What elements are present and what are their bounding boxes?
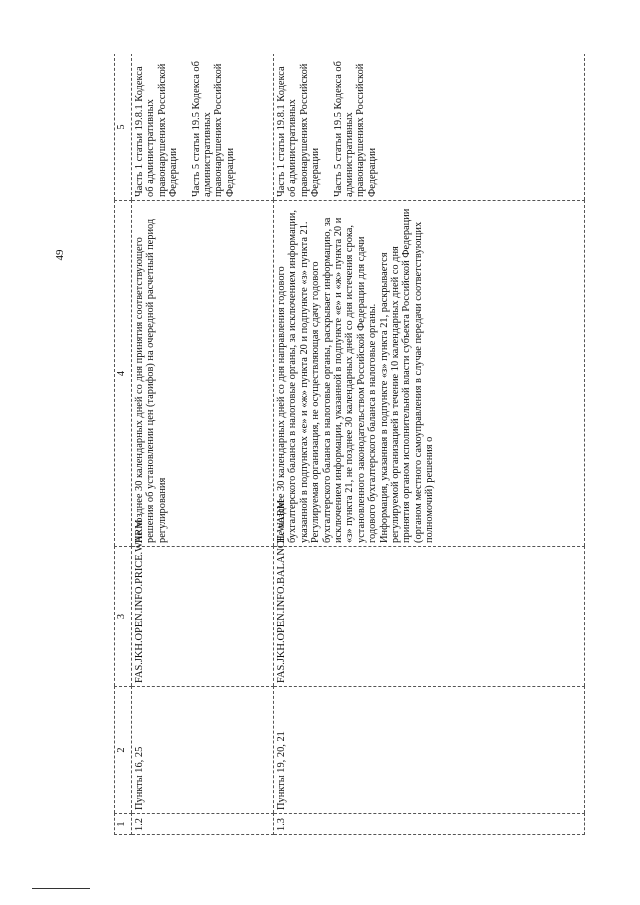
- header-col-4: 4: [115, 201, 132, 547]
- footnote-separator: [32, 888, 90, 889]
- row-deadline: [274, 201, 585, 547]
- row-number: 1.2: [132, 814, 274, 835]
- row-points: Пункты 19, 20, 21: [274, 687, 585, 814]
- header-col-1: 1: [115, 814, 132, 835]
- row-legal-basis: [274, 54, 585, 201]
- rotated-page-area: [114, 54, 585, 835]
- table-header-row: [115, 54, 132, 835]
- row-points: Пункты 16, 25: [132, 687, 274, 814]
- row-deadline: Не позднее 30 календарных дней со дня принятия соответствующего решения об установлении цен (тарифов) на очередной расчетный период регулирования: [132, 201, 274, 547]
- table-row: [274, 54, 585, 835]
- law-reference: Часть 5 статьи 19.5 Кодекса об административных правонарушениях Российской Федерации: [190, 61, 236, 197]
- row-number: 1.3: [274, 814, 585, 835]
- deadline-paragraph: Не позднее 30 календарных дней со дня направления годового бухгалтерского баланса в налоговые органы, за исключением информации, указанной в подпунктах «е» и «ж» пункта 20 и подпункте «з» пункта 21. Регулируемая организация, не осуществляющая сдачу годового бухгалтерского баланса в налоговые органы, раскрывает информацию, за исключением информации, указанной в подпункте «е» и «ж» пункта 20 и «з» пункта 21, не позднее 30 календарных дней со дня истечения срока, установленного законодательством Российской Федерации для сдачи годового бухгалтерского баланса в налоговые органы.: [276, 210, 379, 543]
- disclosure-table: [114, 54, 585, 835]
- row-code: FAS.JKH.OPEN.INFO.PRICE.WARM: [132, 547, 274, 687]
- law-reference: Часть 1 статьи 19.8.1 Кодекса об административных правонарушениях Российской Федерации: [276, 63, 322, 197]
- page-number: 49: [54, 249, 66, 261]
- law-reference: Часть 1 статьи 19.8.1 Кодекса об административных правонарушениях Российской Федерации: [134, 63, 180, 197]
- row-code: FAS.JKH.OPEN.INFO.BALANCE.WARM: [274, 547, 585, 687]
- header-col-5: 5: [115, 54, 132, 201]
- header-col-3: 3: [115, 547, 132, 687]
- table-row: [132, 54, 274, 835]
- row-legal-basis: [132, 54, 274, 201]
- law-reference: Часть 5 статьи 19.5 Кодекса об административных правонарушениях Российской Федерации: [332, 61, 378, 197]
- rotated-table-container: [114, 54, 585, 835]
- header-col-2: 2: [115, 687, 132, 814]
- deadline-paragraph: Информация, указанная в подпункте «з» пункта 21, раскрывается регулируемой организацией в течение 10 календарных дней со дня принятия органом исполнительной власти субъекта Российской Федерации (органом местного самоуправления в случае передачи соответствующих полномочий) решения о: [378, 208, 436, 543]
